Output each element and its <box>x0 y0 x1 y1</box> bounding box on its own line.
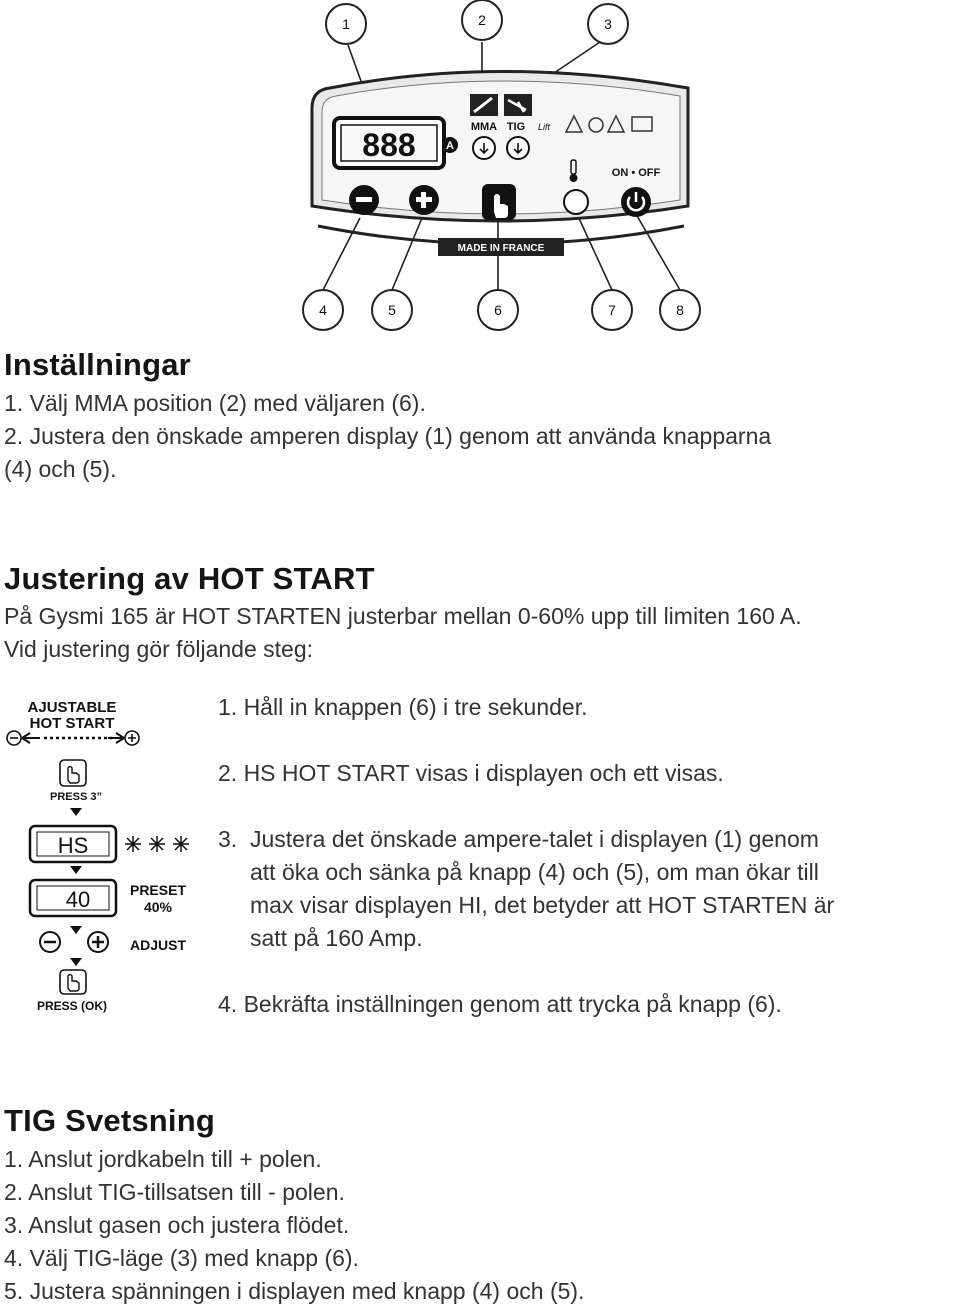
callout-7-label: 7 <box>608 302 616 318</box>
plus-button[interactable] <box>409 185 439 215</box>
hotstart-step-3-line-1: Justera det önskade ampere-talet i displayen (1) genom <box>250 826 819 852</box>
press-ok-label: PRESS (OK) <box>36 999 108 1013</box>
tig-line-2: 2. Anslut TIG-tillsatsen till - polen. <box>4 1179 345 1205</box>
hot-start-label: HOT START <box>29 715 115 732</box>
adjust-label: ADJUST <box>129 937 187 953</box>
tig-line-3: 3. Anslut gasen och justera flödet. <box>4 1212 350 1238</box>
press3-label: PRESS 3” <box>50 791 102 803</box>
mma-label: MMA <box>470 121 498 133</box>
down-arrow-icon-2 <box>70 866 82 874</box>
settings-line-2: 2. Justera den önskade amperen display (1) genom att använda knapparna <box>4 423 772 449</box>
hotstart-step-4: 4. Bekräfta inställningen genom att trycka på knapp (6). <box>218 991 782 1017</box>
adjustable-label: AJUSTABLE <box>27 699 117 716</box>
callout-5-label: 5 <box>388 302 396 318</box>
power-button[interactable] <box>621 187 651 217</box>
hotstart-diagram <box>0 690 200 1020</box>
settings-heading: Inställningar <box>4 347 191 382</box>
selector-button[interactable] <box>482 184 516 220</box>
hotstart-step-1: 1. Håll in knappen (6) i tre sekunder. <box>218 694 588 720</box>
hotstart-intro-2: Vid justering gör följande steg: <box>4 636 313 662</box>
hotstart-step-3-line-2: att öka och sänka på knapp (4) och (5), om man ökar till <box>250 859 819 885</box>
value-display <box>30 880 116 916</box>
tig-line-1: 1. Anslut jordkabeln till + polen. <box>4 1146 322 1172</box>
hs-text: HS <box>57 833 89 858</box>
control-panel-diagram <box>0 0 960 340</box>
callout-8-label: 8 <box>676 302 684 318</box>
minus-icon <box>40 932 60 952</box>
hotstart-intro-1: På Gysmi 165 är HOT STARTEN justerbar mellan 0-60% upp till limiten 160 A. <box>4 603 802 629</box>
hotstart-step-3-line-4: satt på 160 Amp. <box>250 925 423 951</box>
callout-2-label: 2 <box>478 12 486 28</box>
callout-6-label: 6 <box>494 302 502 318</box>
tig-line-5: 5. Justera spänningen i displayen med knapp (4) och (5). <box>4 1278 585 1304</box>
hs-display <box>30 826 116 862</box>
press-hand-icon <box>60 760 86 786</box>
settings-line-3: (4) och (5). <box>4 456 117 482</box>
tig-label: TIG <box>506 121 526 133</box>
preset-pct-label: 40% <box>143 899 173 915</box>
tig-mode-icon <box>504 94 532 116</box>
on-off-label: ON • OFF <box>611 167 661 179</box>
amp-display <box>334 118 444 168</box>
press-ok-hand-icon <box>60 970 86 994</box>
made-in-france-text: MADE IN FRANCE <box>457 243 545 254</box>
callout-4-label: 4 <box>319 302 327 318</box>
down-arrow-icon <box>70 808 82 816</box>
hotstart-step-2: 2. HS HOT START visas i displayen och ett visas. <box>218 760 724 786</box>
blink-icons <box>125 836 189 852</box>
hotstart-step-3-line-3: max visar displayen HI, det betyder att HOT STARTEN är <box>250 892 835 918</box>
plus-icon <box>88 932 108 952</box>
thermal-led <box>564 190 588 214</box>
mma-mode-icon <box>470 94 498 116</box>
lift-label: Lift <box>537 122 551 132</box>
amp-unit-label: A <box>446 140 454 152</box>
callout-1-label: 1 <box>342 16 350 32</box>
callout-3-label: 3 <box>604 16 612 32</box>
down-arrow-icon-3 <box>70 926 82 934</box>
settings-line-1: 1. Välj MMA position (2) med väljaren (6). <box>4 390 426 416</box>
display-digits: 888 <box>362 127 416 163</box>
minus-button[interactable] <box>349 185 379 215</box>
hotstart-heading: Justering av HOT START <box>4 561 375 596</box>
tig-line-4: 4. Välj TIG-läge (3) med knapp (6). <box>4 1245 359 1271</box>
tig-heading: TIG Svetsning <box>4 1103 216 1138</box>
preset-label: PRESET <box>129 882 187 898</box>
adjust-range-arrow <box>7 731 139 745</box>
value-text: 40 <box>65 887 91 912</box>
hotstart-step-3-num: 3. <box>218 826 238 852</box>
down-arrow-icon-4 <box>70 958 82 966</box>
